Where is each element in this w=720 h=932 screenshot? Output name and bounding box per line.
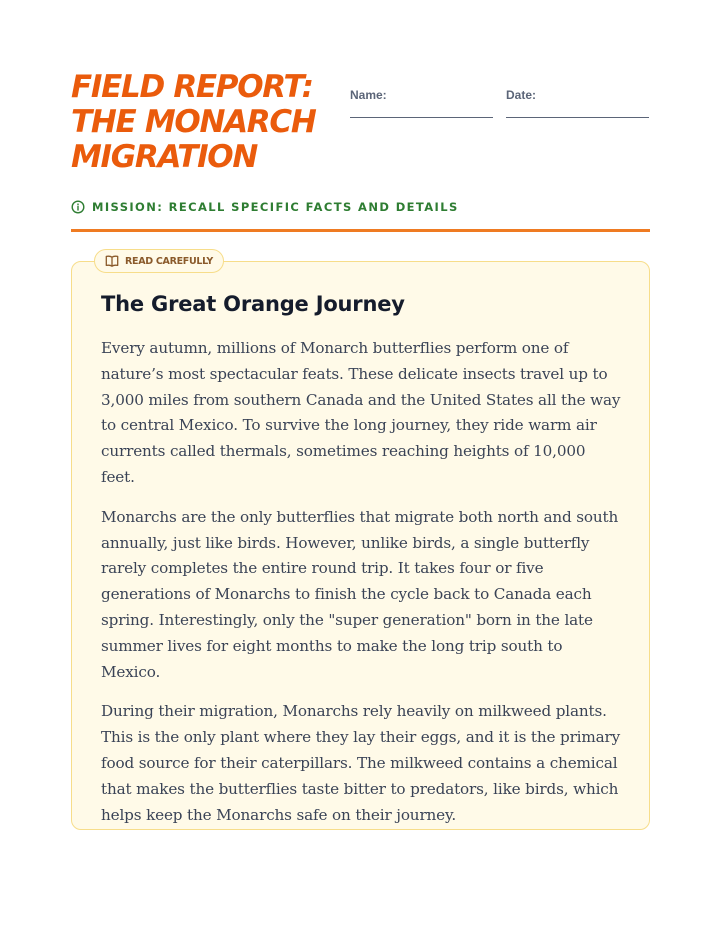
date-line[interactable]	[506, 117, 649, 118]
passage-title: The Great Orange Journey	[101, 292, 405, 316]
passage-paragraph: During their migration, Monarchs rely heavily on milkweed plants. This is the only plant where they lay their eggs, and it is the primary food source for their caterpillars. The milkweed contains a chemical that makes the butterflies taste bitter to predators, like birds, which helps keep the Monarchs safe on their journey.	[101, 702, 621, 824]
badge-label: READ CAREFULLY	[125, 255, 213, 267]
date-label: Date:	[506, 88, 537, 102]
passage-body	[101, 336, 623, 842]
page-title: FIELD REPORT: THE MONARCH MIGRATION	[71, 69, 316, 175]
reading-passage-card	[71, 255, 650, 830]
read-carefully-badge	[94, 249, 224, 273]
name-field[interactable]	[350, 88, 493, 118]
passage-paragraph: Monarchs are the only butterflies that migrate both north and south annually, just like birds. However, unlike birds, a single butterfly rarely completes the entire round trip. It takes four or five generations of Monarchs to finish the cycle back to Canada each spring. Interestingly, only the "super generation" born in the late summer lives for eight months to make the long trip south to Mexico.	[101, 507, 619, 681]
passage-paragraph: Every autumn, millions of Monarch butterflies perform one of nature’s most spectacular feats. These delicate insects travel up to 3,000 miles from southern Canada and the United States all the way to central Mexico. To survive the long journey, they ride warm air currents called thermals, sometimes reaching heights of 10,000 feet.	[101, 339, 621, 486]
header-divider	[71, 229, 650, 232]
mission-statement	[71, 199, 459, 215]
open-book-icon	[105, 255, 119, 267]
name-label: Name:	[350, 88, 387, 102]
name-line[interactable]	[350, 117, 493, 118]
info-circle-icon	[71, 200, 85, 214]
mission-text: MISSION: RECALL SPECIFIC FACTS AND DETAILS	[92, 200, 459, 214]
worksheet-header	[71, 70, 650, 180]
date-field[interactable]	[506, 88, 649, 118]
